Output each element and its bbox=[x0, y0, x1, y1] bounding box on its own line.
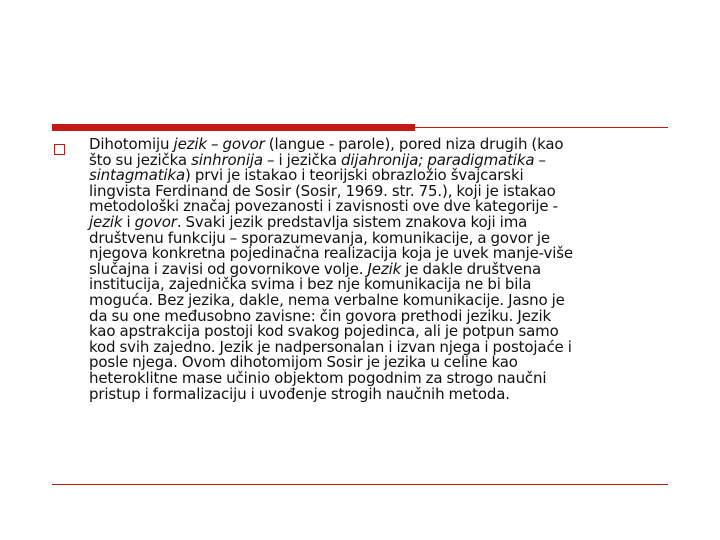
text-segment: pristup i formalizaciju i uvođenje strogih naučnih metoda. bbox=[89, 384, 510, 403]
top-divider-line bbox=[415, 127, 668, 128]
italic-term: sinhronija bbox=[191, 150, 263, 169]
text-segment: je dakle društvena bbox=[401, 259, 541, 278]
text-segment: Dihotomiju bbox=[89, 135, 174, 153]
text-segment: heteroklitne mase učinio objektom pogodnim za strogo naučni bbox=[89, 368, 547, 387]
bottom-divider-line bbox=[52, 484, 668, 485]
paragraph-line bbox=[89, 384, 674, 403]
text-segment: njegova konkretna pojedinačna realizacija koja je uvek manje-više bbox=[89, 244, 574, 263]
text-segment: metodološki značaj povezanosti i zavisnosti ove dve kategorije - bbox=[89, 197, 558, 216]
text-segment: slučajna i zavisi od govornikove volje. bbox=[89, 259, 368, 278]
text-segment: ) prvi je istakao i teorijski obrazložio švajcarski bbox=[185, 166, 524, 185]
text-segment: institucija, zajednička svima i bez nje komunikacija ne bi bila bbox=[89, 275, 532, 294]
text-segment: posle njega. Ovom dihotomijom Sosir je jezika u celine kao bbox=[89, 353, 518, 372]
text-segment: što su jezička bbox=[89, 150, 192, 169]
italic-term: jezik – govor bbox=[173, 135, 265, 153]
text-segment: i bbox=[122, 212, 135, 231]
italic-term: govor bbox=[134, 212, 177, 231]
text-segment: (langue - parole), pored niza drugih (kao bbox=[264, 135, 564, 153]
italic-term: sintagmatika bbox=[89, 166, 186, 185]
text-segment: moguća. Bez jezika, dakle, nema verbalne komunikacije. Jasno je bbox=[89, 290, 565, 309]
italic-term: Jezik bbox=[367, 259, 402, 278]
hollow-square-bullet-icon bbox=[54, 144, 65, 155]
text-segment: . Svaki jezik predstavlja sistem znakova koji ima bbox=[176, 212, 528, 231]
italic-term: dijahronija; paradigmatika bbox=[341, 150, 535, 169]
text-segment: lingvista Ferdinand de Sosir (Sosir, 1969. str. 75.), koji je istakao bbox=[89, 181, 556, 200]
text-segment: društvenu funkciju – sporazumevanja, komunikacije, a govor je bbox=[89, 228, 550, 247]
top-accent-bar bbox=[52, 124, 415, 131]
italic-term: jezik bbox=[89, 212, 123, 231]
body-paragraph bbox=[89, 137, 674, 402]
text-segment: kao apstrakcija postoji kod svakog pojedinca, ali je potpun samo bbox=[89, 322, 559, 341]
text-segment: kod svih zajedno. Jezik je nadpersonalan i izvan njega i postojaće i bbox=[89, 337, 572, 356]
text-segment: – bbox=[534, 150, 546, 169]
text-segment: – i jezička bbox=[262, 150, 342, 169]
text-segment: da su one međusobno zavisne: čin govora prethodi jeziku. Jezik bbox=[89, 306, 552, 325]
